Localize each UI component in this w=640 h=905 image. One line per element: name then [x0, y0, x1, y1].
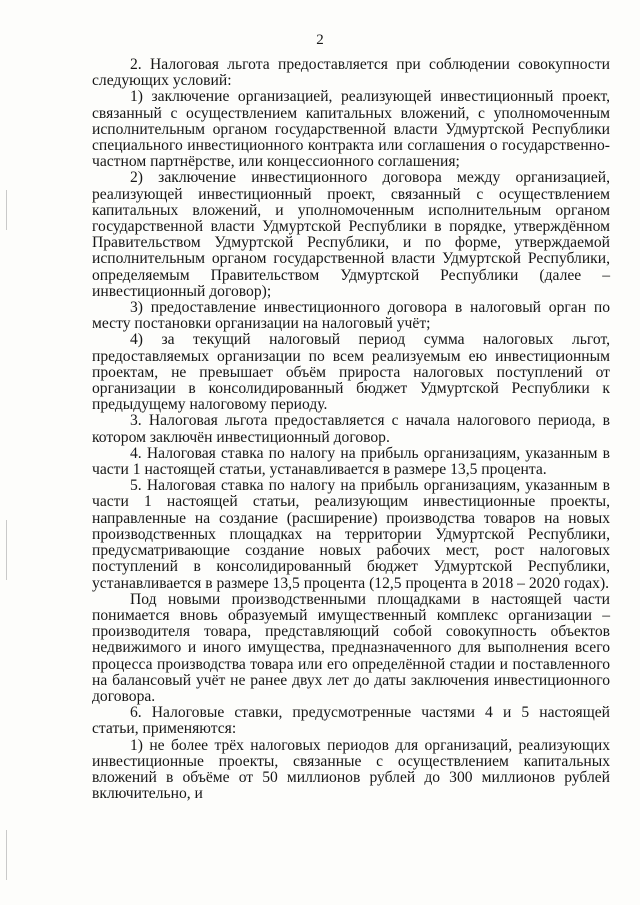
paragraph-4: 4. Налоговая ставка по налогу на прибыль организациям, указанным в части 1 настоящей статьи, устанавливается в размере 13,5 процента. [92, 444, 610, 479]
paragraph-condition-1: 1) заключение организацией, реализующей инвестиционный проект, связанный с осуществлением капитальных вложений, с уполномоченным исполнительным органом государственной власти Удмуртской Республики специального инвестиционного контракта или соглашения о государственно-частном партнёрстве, или концессионного соглашения; [92, 88, 610, 171]
paragraph-3: 3. Налоговая льгота предоставляется с начала налогового периода, в котором заключён инвестиционный договор. [92, 412, 610, 446]
paragraph-condition-2: 2) заключение инвестиционного договора между организацией, реализующей инвестиционный проект, связанный с осуществлением капитальных вложений, и уполномоченным исполнительным органом государственной власти Удмуртской Республики в порядке, утверждённом Правительством Удмуртской Республики, и по форме, утверждаемой исполнительным органом государственной власти Удмуртской Республики, определяемым Правительством Удмуртской Республики (далее – инвестиционный договор); [92, 169, 610, 300]
scan-edge-mark [6, 190, 7, 230]
scan-edge-mark [6, 520, 7, 580]
page-number: 2 [316, 32, 324, 48]
paragraph-6-item-1: 1) не более трёх налоговых периодов для организаций, реализующих инвестиционные проекты, связанные с осуществлением капитальных вложений в объёме от 50 миллионов рублей до 300 миллионов рублей включительно, и [92, 736, 610, 803]
paragraph-new-sites-definition: Под новыми производственными площадками в настоящей части понимается вновь образуемый имущественный комплекс организации – производителя товара, представляющий собой совокупность объектов недвижимого и иного имущества, предназначенного для выполнения всего процесса производства товара или его определённой стадии и поставленного на балансовый учёт не ранее двух лет до даты заключения инвестиционного договора. [92, 590, 610, 705]
paragraph-6: 6. Налоговые ставки, предусмотренные частями 4 и 5 настоящей статьи, применяются: [92, 704, 610, 738]
scan-edge-mark [6, 830, 7, 880]
document-body [92, 57, 610, 802]
paragraph-5: 5. Налоговая ставка по налогу на прибыль организациям, указанным в части 1 настоящей статьи, реализующим инвестиционные проекты, направленные на создание (расширение) производства товаров на новых производственных площадках на территории Удмуртской Республики, предусматривающие создание новых рабочих мест, рост налоговых поступлений в консолидированный бюджет Удмуртской Республики, устанавливается в размере 13,5 процента (12,5 процента в 2018 – 2020 годах). [92, 477, 610, 592]
paragraph-condition-3: 3) предоставление инвестиционного договора в налоговый орган по месту постановки организации на налоговый учёт; [92, 299, 610, 333]
paragraph-2-conditions: 2. Налоговая льгота предоставляется при соблюдении совокупности следующих условий: [92, 56, 610, 90]
paragraph-condition-4: 4) за текущий налоговый период сумма налоговых льгот, предоставляемых организации по всем реализуемым ею инвестиционным проектам, не превышает объём прироста налоговых поступлений от организации в консолидированный бюджет Удмуртской Республики к предыдущему налоговому периоду. [92, 331, 610, 414]
